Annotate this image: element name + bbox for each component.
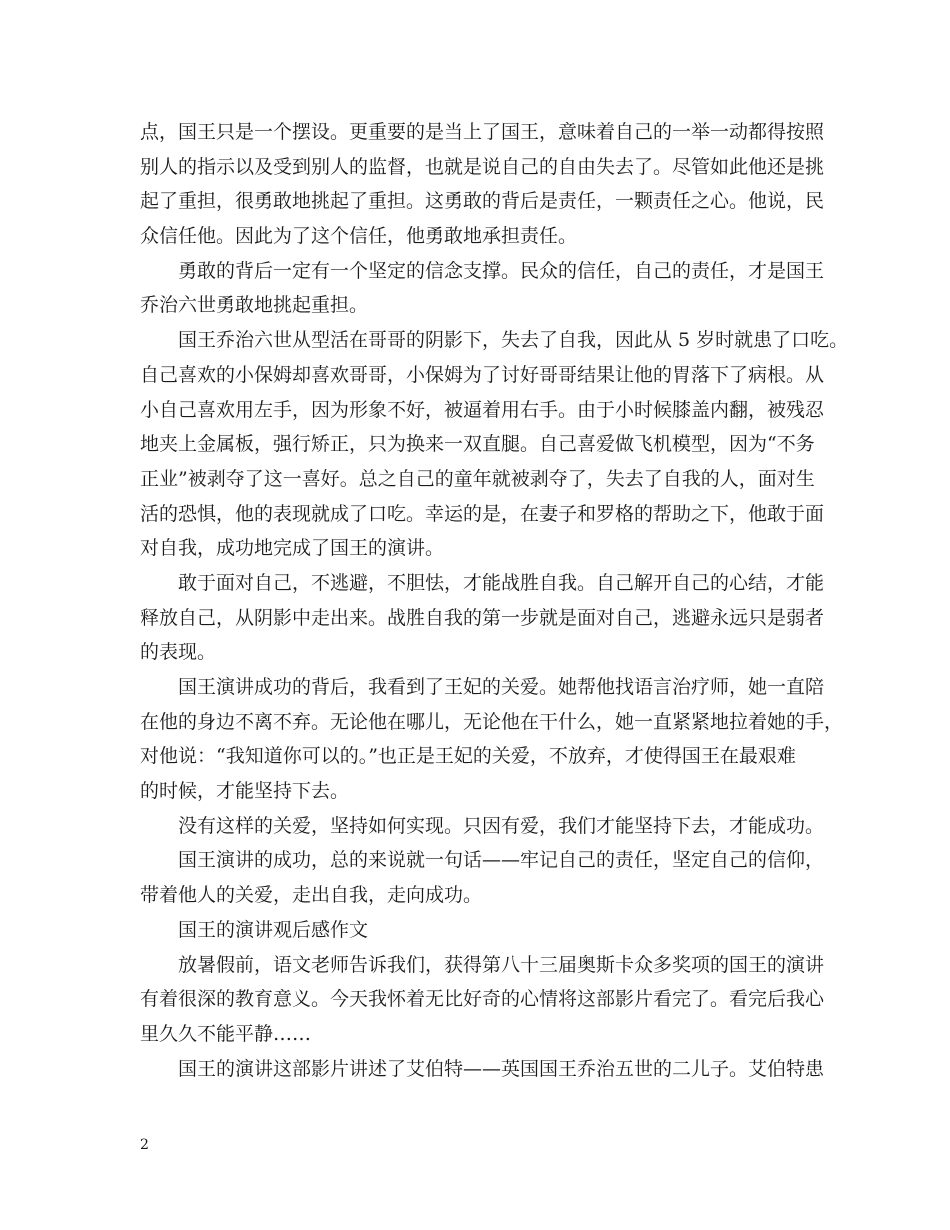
text-line: 国王的演讲观后感作文 xyxy=(178,918,369,941)
text-line: 起了重担，很勇敢地挑起了重担。这勇敢的背后是责任，一颗责任之心。他说，民 xyxy=(140,190,825,213)
text-line: 国王演讲成功的背后，我看到了王妃的关爱。她帮他找语言治疗师，她一直陪 xyxy=(178,676,825,698)
text-line: 有着很深的教育意义。今天我怀着无比好奇的心情将这部影片看完了。看完后我心 xyxy=(140,988,825,1011)
text-line: 勇敢的背后一定有一个坚定的信念支撑。民众的信任，自己的责任，才是国王 xyxy=(178,259,825,282)
text-line: 的表现。 xyxy=(140,641,217,664)
text-line: 活的恐惧，他的表现就成了口吃。幸运的是，在妻子和罗格的帮助之下，他敢于面 xyxy=(140,502,825,525)
text-line: 自己喜欢的小保姆却喜欢哥哥，小保姆为了讨好哥哥结果让他的胃落下了病根。从 xyxy=(140,363,825,386)
text-line: 地夹上金属板，强行矫正，只为换来一双直腿。自己喜爱做飞机模型，因为“不务 xyxy=(140,433,815,456)
text-line: 点，国王只是一个摆设。更重要的是当上了国王，意味着自己的一举一动都得按照 xyxy=(140,121,825,143)
text-line: 众信任他。因此为了这个信任，他勇敢地承担责任。 xyxy=(140,225,578,248)
text-line: 对自我，成功地完成了国王的演讲。 xyxy=(140,537,445,560)
text-line: 小自己喜欢用左手，因为形象不好，被逼着用右手。由于小时候膝盖内翻，被残忍 xyxy=(140,398,825,421)
text-line: 敢于面对自己，不逃避，不胆怯，才能战胜自我。自己解开自己的心结，才能 xyxy=(178,571,825,594)
text-line: 国王乔治六世从型活在哥哥的阴影下，失去了自我，因此从 5 岁时就患了口吃。 xyxy=(178,329,849,352)
text-line: 带着他人的关爱，走出自我，走向成功。 xyxy=(140,884,483,907)
text-line: 没有这样的关爱，坚持如何实现。只因有爱，我们才能坚持下去，才能成功。 xyxy=(178,814,825,837)
page-number: 2 xyxy=(140,1137,149,1153)
text-line: 正业”被剥夺了这一喜好。总之自己的童年就被剥夺了，失去了自我的人，面对生 xyxy=(140,467,815,490)
text-line: 国王的演讲这部影片讲述了艾伯特——英国国王乔治五世的二儿子。艾伯特患 xyxy=(178,1057,825,1080)
text-line: 里久久不能平静…… xyxy=(140,1022,312,1045)
text-line: 在他的身边不离不弃。无论他在哪儿，无论他在干什么，她一直紧紧地拉着她的手， xyxy=(140,710,844,733)
text-line: 的时候，才能坚持下去。 xyxy=(140,780,350,803)
document-body xyxy=(140,115,849,1086)
text-line: 别人的指示以及受到别人的监督，也就是说自己的自由失去了。尽管如此他还是挑 xyxy=(140,155,825,178)
text-line: 释放自己，从阴影中走出来。战胜自我的第一步就是面对自己，逃避永远只是弱者 xyxy=(140,606,825,629)
text-line: 对他说：“我知道你可以的。”也正是王妃的关爱，不放弃，才使得国王在最艰难 xyxy=(140,745,796,768)
text-line: 乔治六世勇敢地挑起重担。 xyxy=(140,294,369,317)
text-line: 国王演讲的成功，总的来说就一句话——牢记自己的责任，坚定自己的信仰， xyxy=(178,849,825,872)
text-line: 放暑假前，语文老师告诉我们，获得第八十三届奥斯卡众多奖项的国王的演讲 xyxy=(178,953,825,976)
